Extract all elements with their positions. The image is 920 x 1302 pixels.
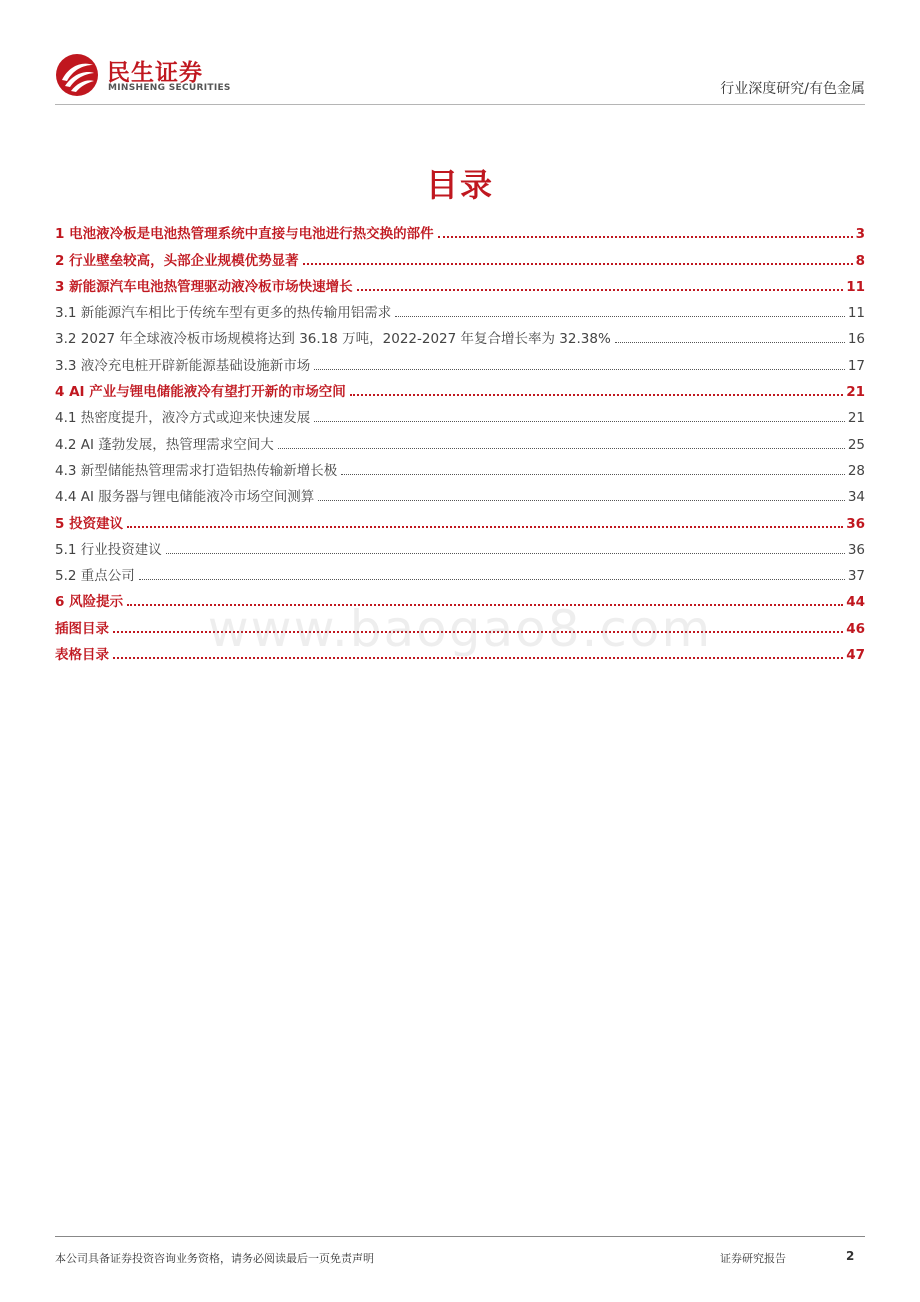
toc-entry[interactable] xyxy=(55,351,865,377)
logo-chinese-name: 民生证券 xyxy=(107,60,203,86)
toc-dot-leader xyxy=(357,289,844,291)
toc-entry[interactable] xyxy=(55,246,865,272)
toc-entry-page: 46 xyxy=(846,620,865,637)
toc-entry-label: 5 投资建议 xyxy=(55,515,124,532)
toc-dot-leader xyxy=(139,579,845,580)
toc-entry-page: 17 xyxy=(847,357,865,374)
toc-entry-page: 11 xyxy=(847,305,865,322)
toc-entry-label: 插图目录 xyxy=(55,620,109,637)
toc-entry-label: 3 新能源汽车电池热管理驱动液冷板市场快速增长 xyxy=(55,278,353,295)
toc-entry[interactable] xyxy=(55,457,865,483)
toc-dot-leader xyxy=(318,500,845,501)
toc-dot-leader xyxy=(615,342,845,343)
toc-title: 目录 xyxy=(425,166,494,204)
toc-entry-page: 8 xyxy=(855,252,865,269)
toc-dot-leader xyxy=(395,316,845,317)
toc-entry-page: 37 xyxy=(847,568,865,585)
toc-entry[interactable] xyxy=(55,299,865,325)
page-header xyxy=(55,50,865,102)
toc-entry[interactable] xyxy=(55,509,865,535)
toc-entry-page: 25 xyxy=(847,436,865,453)
toc-dot-leader xyxy=(314,369,845,370)
toc-entry-label: 4 AI 产业与锂电储能液冷有望打开新的市场空间 xyxy=(55,384,346,401)
toc-dot-leader xyxy=(438,236,853,238)
toc-entry-page: 34 xyxy=(847,489,865,506)
toc-dot-leader xyxy=(127,526,843,528)
page-number: 2 xyxy=(846,1249,855,1263)
toc-dot-leader xyxy=(166,553,845,554)
toc-entry-label: 3.1 新能源汽车相比于传统车型有更多的热传输用铝需求 xyxy=(55,305,392,322)
toc-entry[interactable] xyxy=(55,562,865,588)
toc-dot-leader xyxy=(314,421,845,422)
footer-disclaimer: 本公司具备证券投资咨询业务资格，请务必阅读最后一页免责声明 xyxy=(55,1252,374,1265)
toc-entry-page: 21 xyxy=(846,384,865,401)
toc-entry-label: 2 行业壁垒较高，头部企业规模优势显著 xyxy=(55,252,299,269)
toc-entry-label: 5.1 行业投资建议 xyxy=(55,541,162,558)
toc-entry-label: 1 电池液冷板是电池热管理系统中直接与电池进行热交换的部件 xyxy=(55,226,434,243)
toc-entry-label: 6 风险提示 xyxy=(55,594,124,611)
toc-entry-page: 47 xyxy=(846,647,865,664)
toc-entry[interactable] xyxy=(55,325,865,351)
toc-entry-page: 16 xyxy=(847,331,865,348)
toc-entry-label: 4.3 新型储能热管理需求打造铝热传输新增长极 xyxy=(55,462,338,479)
toc-entry[interactable] xyxy=(55,430,865,456)
toc-entry[interactable] xyxy=(55,536,865,562)
toc-entry-page: 3 xyxy=(855,226,865,243)
header-divider xyxy=(55,104,865,105)
toc-entry-page: 11 xyxy=(846,278,865,295)
toc-entry-label: 4.1 热密度提升，液冷方式或迎来快速发展 xyxy=(55,410,311,427)
toc-dot-leader xyxy=(350,394,843,396)
toc-entry-label: 4.4 AI 服务器与锂电储能液冷市场空间测算 xyxy=(55,489,315,506)
toc-entry-label: 3.3 液冷充电桩开辟新能源基础设施新市场 xyxy=(55,357,311,374)
toc-entry-page: 36 xyxy=(846,515,865,532)
watermark: www.baogao8.com xyxy=(207,600,713,658)
toc-dot-leader xyxy=(278,448,845,449)
toc-entry[interactable] xyxy=(55,220,865,246)
toc-entry-page: 28 xyxy=(847,462,865,479)
toc-entry-page: 44 xyxy=(846,594,865,611)
minsheng-logo-icon xyxy=(55,53,99,97)
toc-entry[interactable] xyxy=(55,404,865,430)
toc-entry[interactable] xyxy=(55,273,865,299)
toc-entry-label: 4.2 AI 蓬勃发展，热管理需求空间大 xyxy=(55,436,274,453)
logo-english-name: MINSHENG SECURITIES xyxy=(108,83,231,93)
footer-divider xyxy=(55,1236,865,1237)
footer-report-type: 证券研究报告 xyxy=(720,1252,786,1265)
toc-entry-page: 36 xyxy=(847,541,865,558)
toc-entry[interactable] xyxy=(55,483,865,509)
toc-dot-leader xyxy=(341,474,845,475)
toc-entry-label: 表格目录 xyxy=(55,647,109,664)
toc-entry-label: 3.2 2027 年全球液冷板市场规模将达到 36.18 万吨，2022-2027 年复合增长率为 32.38% xyxy=(55,331,611,348)
toc-entry-page: 21 xyxy=(847,410,865,427)
report-category: 行业深度研究/有色金属 xyxy=(720,81,865,97)
toc-dot-leader xyxy=(303,263,853,265)
toc-entry[interactable] xyxy=(55,378,865,404)
company-logo xyxy=(55,50,255,100)
toc-entry-label: 5.2 重点公司 xyxy=(55,568,135,585)
